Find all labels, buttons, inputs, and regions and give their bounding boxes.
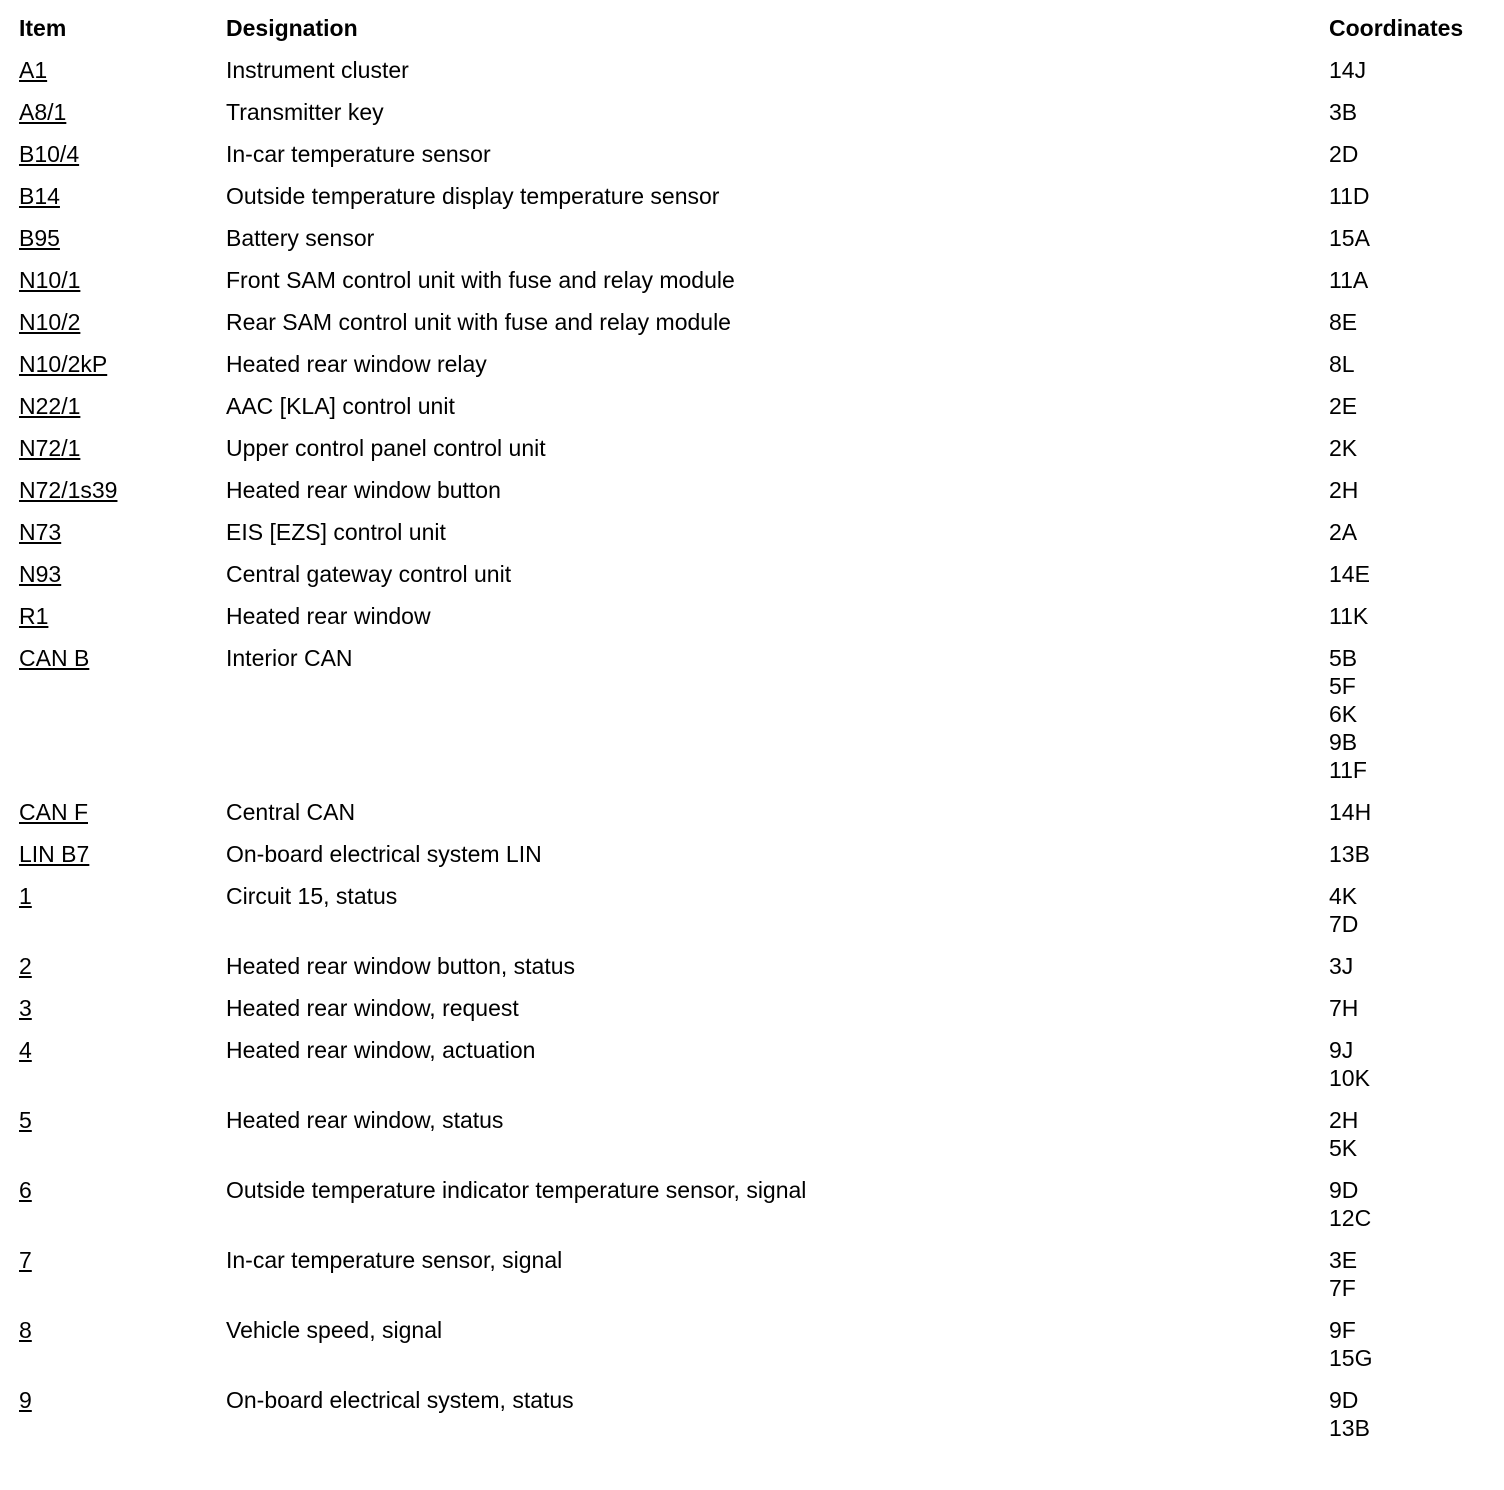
- table-row: [19, 392, 1489, 434]
- designation-cell: Heated rear window, actuation: [226, 1037, 536, 1063]
- item-link[interactable]: LIN B7: [19, 841, 90, 867]
- coordinates-cell: [1329, 560, 1489, 588]
- coordinates-cell: [1329, 1246, 1489, 1302]
- coordinate-value: 8L: [1329, 351, 1355, 377]
- table-row: [19, 224, 1489, 266]
- coordinate-value: 15A: [1329, 225, 1370, 251]
- coordinate-value: 15G: [1329, 1345, 1373, 1371]
- coordinates-cell: [1329, 98, 1489, 126]
- item-cell: [19, 994, 226, 1022]
- item-cell: [19, 644, 226, 672]
- designation-cell: EIS [EZS] control unit: [226, 519, 446, 545]
- coordinate-value: 11D: [1329, 183, 1370, 209]
- designation-cell: On-board electrical system LIN: [226, 841, 542, 867]
- component-legend-table: [19, 14, 1489, 1456]
- item-link[interactable]: 8: [19, 1317, 32, 1343]
- coordinates-cell: [1329, 182, 1489, 210]
- coordinate-value: 14E: [1329, 561, 1370, 587]
- coordinate-value: 7D: [1329, 911, 1359, 937]
- designation-cell: In-car temperature sensor, signal: [226, 1247, 563, 1273]
- item-cell: [19, 1386, 226, 1414]
- item-cell: [19, 308, 226, 336]
- table-row: [19, 560, 1489, 602]
- item-cell: [19, 434, 226, 462]
- coordinate-value: 11K: [1329, 603, 1369, 629]
- table-row: [19, 1386, 1489, 1456]
- designation-cell: Heated rear window button: [226, 477, 501, 503]
- designation-cell: Outside temperature display temperature sensor: [226, 183, 720, 209]
- designation-cell: Transmitter key: [226, 99, 384, 125]
- coordinates-cell: [1329, 602, 1489, 630]
- coordinates-cell: [1329, 952, 1489, 980]
- designation-cell: Heated rear window, request: [226, 995, 519, 1021]
- designation-cell: Central gateway control unit: [226, 561, 512, 587]
- coordinates-cell: [1329, 1176, 1489, 1232]
- table-row: [19, 308, 1489, 350]
- table-row: [19, 434, 1489, 476]
- item-link[interactable]: 3: [19, 995, 32, 1021]
- coordinate-value: 14J: [1329, 57, 1367, 83]
- item-link[interactable]: 5: [19, 1107, 32, 1133]
- item-link[interactable]: N10/2kP: [19, 351, 108, 377]
- coordinate-value: 13B: [1329, 1415, 1370, 1441]
- table-row: [19, 1106, 1489, 1176]
- designation-cell: Heated rear window: [226, 603, 431, 629]
- item-link[interactable]: A8/1: [19, 99, 67, 125]
- table-row: [19, 994, 1489, 1036]
- coordinates-cell: [1329, 392, 1489, 420]
- coordinate-value: 2H: [1329, 477, 1359, 503]
- item-cell: [19, 518, 226, 546]
- item-cell: [19, 1246, 226, 1274]
- designation-cell: In-car temperature sensor: [226, 141, 491, 167]
- coordinates-cell: [1329, 224, 1489, 252]
- designation-cell: Outside temperature indicator temperature sensor, signal: [226, 1177, 807, 1203]
- coordinates-cell: [1329, 140, 1489, 168]
- coordinate-value: 11A: [1329, 267, 1369, 293]
- coordinate-value: 9J: [1329, 1037, 1354, 1063]
- coordinate-value: 9F: [1329, 1317, 1356, 1343]
- coordinates-cell: [1329, 518, 1489, 546]
- coordinate-value: 7F: [1329, 1275, 1356, 1301]
- designation-cell: Front SAM control unit with fuse and relay module: [226, 267, 735, 293]
- table-row: [19, 602, 1489, 644]
- coordinate-value: 2H: [1329, 1107, 1359, 1133]
- coordinates-cell: [1329, 994, 1489, 1022]
- coordinate-value: 5F: [1329, 673, 1356, 699]
- coordinate-value: 5K: [1329, 1135, 1358, 1161]
- table-row: [19, 98, 1489, 140]
- coordinates-cell: [1329, 840, 1489, 868]
- coordinate-value: 9D: [1329, 1177, 1359, 1203]
- item-link[interactable]: N93: [19, 561, 62, 587]
- table-row: [19, 1316, 1489, 1386]
- designation-cell: Instrument cluster: [226, 57, 409, 83]
- item-link[interactable]: 1: [19, 883, 32, 909]
- item-cell: [19, 182, 226, 210]
- table-row: [19, 182, 1489, 224]
- designation-cell: Heated rear window, status: [226, 1107, 504, 1133]
- table-body: [19, 56, 1489, 1456]
- item-link[interactable]: N10/1: [19, 267, 81, 293]
- coordinate-value: 3B: [1329, 99, 1358, 125]
- item-cell: [19, 392, 226, 420]
- table-row: [19, 1246, 1489, 1316]
- table-header: [19, 14, 1489, 56]
- item-cell: [19, 476, 226, 504]
- designation-cell: Vehicle speed, signal: [226, 1317, 443, 1343]
- coordinates-cell: [1329, 798, 1489, 826]
- coordinate-value: 9B: [1329, 729, 1358, 755]
- coordinates-cell: [1329, 350, 1489, 378]
- item-cell: [19, 840, 226, 868]
- item-cell: [19, 1316, 226, 1344]
- coordinate-value: 12C: [1329, 1205, 1372, 1231]
- table-row: [19, 952, 1489, 994]
- item-link[interactable]: N72/1: [19, 435, 81, 461]
- coordinate-value: 9D: [1329, 1387, 1359, 1413]
- coordinates-cell: [1329, 1106, 1489, 1162]
- item-cell: [19, 266, 226, 294]
- coordinates-column-header: Coordinates: [1329, 15, 1464, 41]
- item-cell: [19, 798, 226, 826]
- item-link[interactable]: B95: [19, 225, 60, 251]
- item-link[interactable]: B14: [19, 183, 60, 209]
- designation-cell: Rear SAM control unit with fuse and relay module: [226, 309, 731, 335]
- coordinates-cell: [1329, 882, 1489, 938]
- table-row: [19, 140, 1489, 182]
- coordinate-value: 2E: [1329, 393, 1358, 419]
- item-cell: [19, 224, 226, 252]
- item-column-header: Item: [19, 15, 67, 41]
- item-cell: [19, 140, 226, 168]
- coordinate-value: 8E: [1329, 309, 1358, 335]
- designation-cell: Central CAN: [226, 799, 356, 825]
- coordinate-value: 6K: [1329, 701, 1358, 727]
- table-row: [19, 266, 1489, 308]
- item-cell: [19, 882, 226, 910]
- item-link[interactable]: 4: [19, 1037, 32, 1063]
- item-cell: [19, 560, 226, 588]
- coordinate-value: 2D: [1329, 141, 1359, 167]
- item-link[interactable]: B10/4: [19, 141, 80, 167]
- coordinate-value: 11F: [1329, 757, 1367, 783]
- table-row: [19, 882, 1489, 952]
- coordinates-cell: [1329, 308, 1489, 336]
- table-row: [19, 840, 1489, 882]
- coordinates-cell: [1329, 56, 1489, 84]
- coordinate-value: 10K: [1329, 1065, 1370, 1091]
- coordinate-value: 13B: [1329, 841, 1370, 867]
- table-row: [19, 350, 1489, 392]
- coordinates-cell: [1329, 1386, 1489, 1442]
- designation-cell: AAC [KLA] control unit: [226, 393, 455, 419]
- designation-cell: On-board electrical system, status: [226, 1387, 574, 1413]
- coordinate-value: 2A: [1329, 519, 1358, 545]
- item-link[interactable]: R1: [19, 603, 49, 629]
- coordinates-cell: [1329, 1316, 1489, 1372]
- item-link[interactable]: A1: [19, 57, 48, 83]
- item-cell: [19, 1036, 226, 1064]
- coordinate-value: 4K: [1329, 883, 1358, 909]
- coordinate-value: 3J: [1329, 953, 1354, 979]
- item-link[interactable]: CAN F: [19, 799, 88, 825]
- item-cell: [19, 1106, 226, 1134]
- designation-cell: Interior CAN: [226, 645, 353, 671]
- table-row: [19, 518, 1489, 560]
- item-link[interactable]: CAN B: [19, 645, 90, 671]
- item-cell: [19, 56, 226, 84]
- item-link[interactable]: N72/1s39: [19, 477, 118, 503]
- coordinate-value: 7H: [1329, 995, 1359, 1021]
- coordinate-value: 3E: [1329, 1247, 1358, 1273]
- item-link[interactable]: 2: [19, 953, 32, 979]
- item-cell: [19, 952, 226, 980]
- table-row: [19, 644, 1489, 798]
- designation-cell: Battery sensor: [226, 225, 375, 251]
- coordinates-cell: [1329, 1036, 1489, 1092]
- coordinate-value: 2K: [1329, 435, 1358, 461]
- item-link[interactable]: 7: [19, 1247, 32, 1273]
- item-cell: [19, 98, 226, 126]
- item-link[interactable]: N22/1: [19, 393, 81, 419]
- table-row: [19, 1036, 1489, 1106]
- item-cell: [19, 1176, 226, 1204]
- table-row: [19, 798, 1489, 840]
- designation-cell: Heated rear window button, status: [226, 953, 576, 979]
- coordinate-value: 5B: [1329, 645, 1358, 671]
- designation-cell: Upper control panel control unit: [226, 435, 546, 461]
- table-row: [19, 56, 1489, 98]
- item-link[interactable]: 6: [19, 1177, 32, 1203]
- item-link[interactable]: N73: [19, 519, 62, 545]
- coordinates-cell: [1329, 644, 1489, 784]
- table-row: [19, 1176, 1489, 1246]
- table-row: [19, 476, 1489, 518]
- coordinates-cell: [1329, 434, 1489, 462]
- designation-cell: Heated rear window relay: [226, 351, 487, 377]
- item-cell: [19, 602, 226, 630]
- coordinates-cell: [1329, 266, 1489, 294]
- designation-column-header: Designation: [226, 15, 358, 41]
- designation-cell: Circuit 15, status: [226, 883, 398, 909]
- coordinate-value: 14H: [1329, 799, 1372, 825]
- item-link[interactable]: N10/2: [19, 309, 81, 335]
- coordinates-cell: [1329, 476, 1489, 504]
- item-cell: [19, 350, 226, 378]
- item-link[interactable]: 9: [19, 1387, 32, 1413]
